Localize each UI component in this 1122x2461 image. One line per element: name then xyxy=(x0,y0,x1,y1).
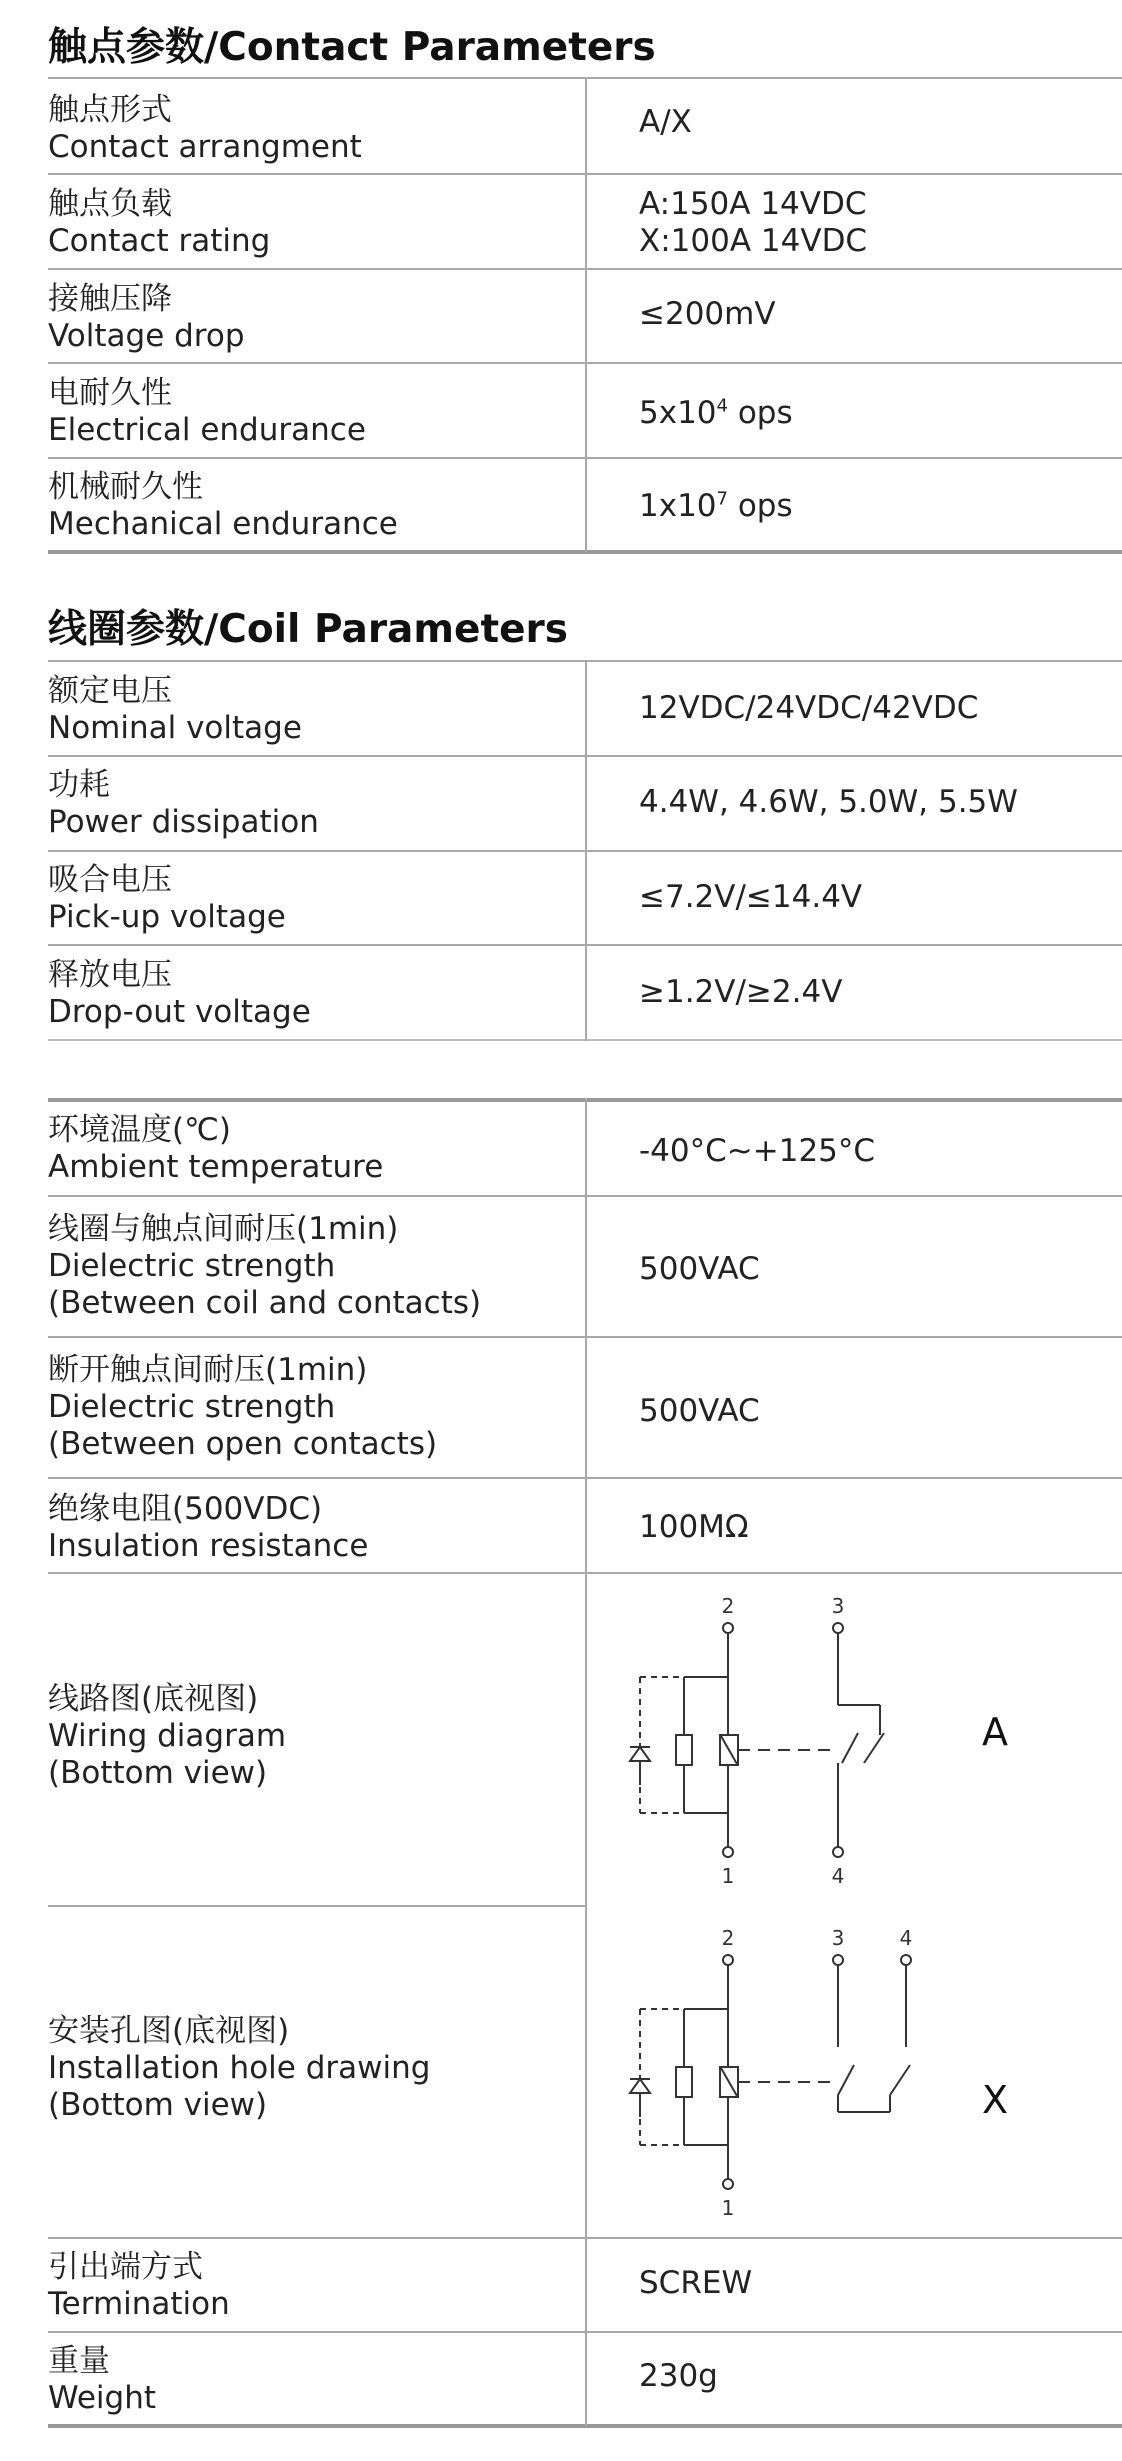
contact-arrangement-label: 触点形式 Contact arrangment xyxy=(48,92,362,165)
dielectric-open-contacts-value: 500VAC xyxy=(639,1393,760,1429)
diagram-x-mark: X xyxy=(982,2078,1009,2122)
svg-text:1: 1 xyxy=(721,1864,735,1888)
column-divider xyxy=(585,77,587,552)
contact-section-title: 触点参数/Contact Parameters xyxy=(48,25,656,70)
drop-out-voltage-value: ≥1.2V/≥2.4V xyxy=(639,974,843,1010)
ambient-temperature-label: 环境温度(℃) Ambient temperature xyxy=(48,1112,384,1185)
weight-value: 230g xyxy=(639,2358,718,2394)
power-dissipation-value: 4.4W, 4.6W, 5.0W, 5.5W xyxy=(639,784,1018,820)
svg-text:3: 3 xyxy=(831,1926,845,1950)
dielectric-coil-contacts-value: 500VAC xyxy=(639,1251,760,1287)
dielectric-open-contacts-label: 断开触点间耐压(1min) Dielectric strength (Between open contacts) xyxy=(48,1352,438,1462)
contact-rating-value: A:150A 14VDC X:100A 14VDC xyxy=(639,186,868,259)
svg-text:1: 1 xyxy=(721,2196,735,2220)
pick-up-voltage-label: 吸合电压 Pick-up voltage xyxy=(48,862,286,935)
nominal-voltage-value: 12VDC/24VDC/42VDC xyxy=(639,690,979,726)
svg-text:3: 3 xyxy=(831,1594,845,1618)
divider xyxy=(48,1905,585,1907)
dielectric-coil-contacts-label: 线圈与触点间耐压(1min) Dielectric strength (Between coil and contacts) xyxy=(48,1211,482,1321)
svg-text:2: 2 xyxy=(721,1926,735,1950)
contact-arrangement-value: A/X xyxy=(639,104,692,140)
pick-up-voltage-value: ≤7.2V/≤14.4V xyxy=(639,879,863,915)
svg-text:2: 2 xyxy=(721,1594,735,1618)
insulation-resistance-value: 100MΩ xyxy=(639,1509,749,1545)
mechanical-endurance-label: 机械耐久性 Mechanical endurance xyxy=(48,469,398,542)
nominal-voltage-label: 额定电压 Nominal voltage xyxy=(48,673,302,746)
mechanical-endurance-value: $1x10^7$ ops xyxy=(639,488,793,524)
svg-text:4: 4 xyxy=(899,1926,913,1950)
diagram-a-mark: A xyxy=(982,1710,1008,1754)
column-divider xyxy=(585,660,587,1041)
power-dissipation-label: 功耗 Power dissipation xyxy=(48,767,319,840)
electrical-endurance-label: 电耐久性 Electrical endurance xyxy=(48,375,366,448)
insulation-resistance-label: 绝缘电阻(500VDC) Insulation resistance xyxy=(48,1491,369,1564)
voltage-drop-value: ≤200mV xyxy=(639,296,776,332)
coil-section-title: 线圈参数/Coil Parameters xyxy=(48,607,569,652)
wiring-diagram-a xyxy=(600,1585,1020,1905)
ambient-temperature-value: -40°C~+125°C xyxy=(639,1133,876,1169)
drop-out-voltage-label: 释放电压 Drop-out voltage xyxy=(48,957,311,1030)
termination-value: SCREW xyxy=(639,2265,753,2301)
contact-rating-label: 触点负载 Contact rating xyxy=(48,186,271,259)
installation-diagram-x xyxy=(600,1917,1020,2237)
voltage-drop-label: 接触压降 Voltage drop xyxy=(48,281,245,354)
column-divider xyxy=(585,1098,587,2426)
wiring-diagram-label: 线路图(底视图) Wiring diagram (Bottom view) xyxy=(48,1681,287,1791)
electrical-endurance-value: $5x10^4$ ops xyxy=(639,395,793,431)
termination-label: 引出端方式 Termination xyxy=(48,2249,230,2322)
weight-label: 重量 Weight xyxy=(48,2343,157,2416)
svg-text:4: 4 xyxy=(831,1864,845,1888)
installation-hole-label: 安装孔图(底视图) Installation hole drawing (Bottom view) xyxy=(48,2013,431,2123)
